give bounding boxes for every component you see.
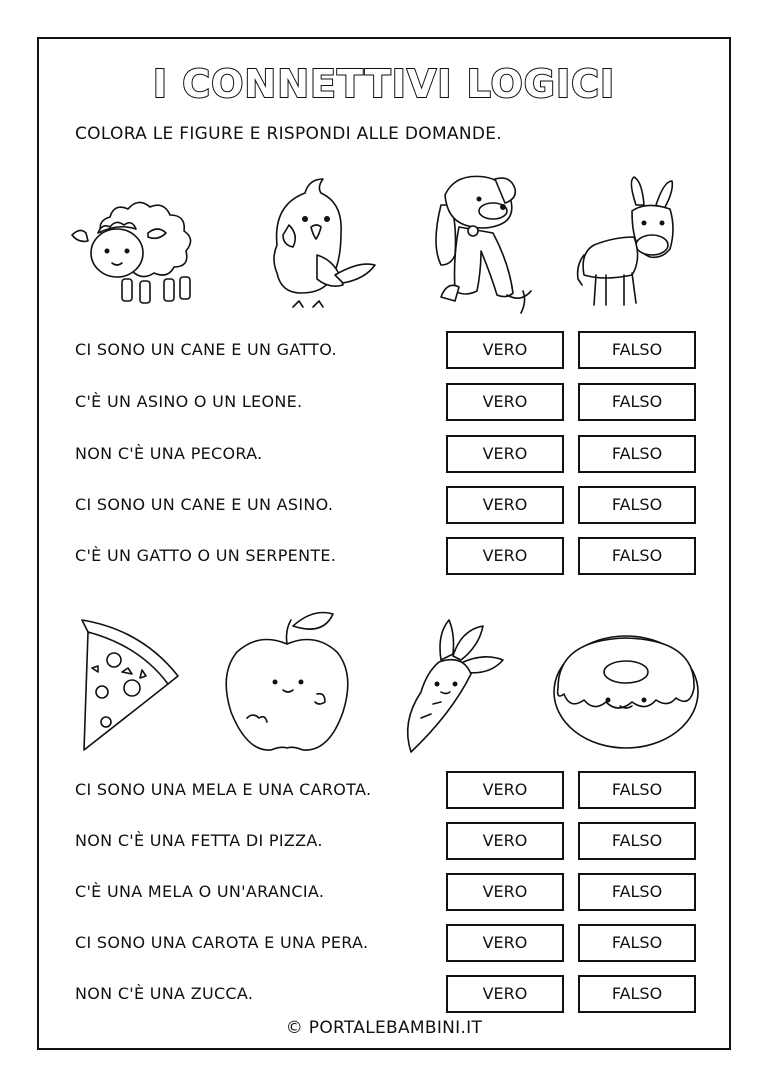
falso-button[interactable]: FALSO xyxy=(578,975,696,1013)
pizza-slice-icon xyxy=(62,608,192,758)
apple-icon xyxy=(217,608,357,758)
question-text: NON C'È UNA FETTA DI PIZZA. xyxy=(75,831,323,850)
donut-icon xyxy=(546,618,706,758)
donkey-icon xyxy=(566,175,706,315)
question-row xyxy=(75,331,697,371)
question-row xyxy=(75,383,697,423)
question-text: NON C'È UNA ZUCCA. xyxy=(75,984,254,1003)
question-text: C'È UNA MELA O UN'ARANCIA. xyxy=(75,882,325,901)
falso-button[interactable]: FALSO xyxy=(578,537,696,575)
question-row xyxy=(75,771,697,811)
question-row xyxy=(75,486,697,526)
food-illustrations xyxy=(50,608,718,758)
animal-illustrations xyxy=(50,165,718,315)
copyright-footer[interactable]: © PORTALEBAMBINI.IT xyxy=(285,1018,483,1038)
question-text: CI SONO UNA CAROTA E UNA PERA. xyxy=(75,933,369,952)
sheep-icon xyxy=(62,175,222,315)
question-text: CI SONO UN CANE E UN GATTO. xyxy=(75,340,337,359)
question-row xyxy=(75,537,697,577)
question-text: CI SONO UNA MELA E UNA CAROTA. xyxy=(75,780,372,799)
falso-button[interactable]: FALSO xyxy=(578,771,696,809)
question-text: CI SONO UN CANE E UN ASINO. xyxy=(75,495,334,514)
falso-button[interactable]: FALSO xyxy=(578,822,696,860)
dog-icon xyxy=(411,165,541,315)
vero-button[interactable]: VERO xyxy=(446,924,564,962)
vero-button[interactable]: VERO xyxy=(446,822,564,860)
vero-button[interactable]: VERO xyxy=(446,486,564,524)
parrot-icon xyxy=(247,175,387,315)
vero-button[interactable]: VERO xyxy=(446,435,564,473)
vero-button[interactable]: VERO xyxy=(446,331,564,369)
carrot-icon xyxy=(381,608,521,758)
falso-button[interactable]: FALSO xyxy=(578,873,696,911)
vero-button[interactable]: VERO xyxy=(446,771,564,809)
question-row xyxy=(75,435,697,475)
vero-button[interactable]: VERO xyxy=(446,975,564,1013)
falso-button[interactable]: FALSO xyxy=(578,383,696,421)
question-row xyxy=(75,873,697,913)
question-text: NON C'È UNA PECORA. xyxy=(75,444,263,463)
question-row xyxy=(75,975,697,1015)
instruction-text: COLORA LE FIGURE E RISPONDI ALLE DOMANDE. xyxy=(75,124,502,144)
question-text: C'È UN ASINO O UN LEONE. xyxy=(75,392,303,411)
falso-button[interactable]: FALSO xyxy=(578,435,696,473)
falso-button[interactable]: FALSO xyxy=(578,924,696,962)
question-row xyxy=(75,924,697,964)
page-title: I CONNETTIVI LOGICI xyxy=(152,62,616,106)
vero-button[interactable]: VERO xyxy=(446,873,564,911)
vero-button[interactable]: VERO xyxy=(446,383,564,421)
falso-button[interactable]: FALSO xyxy=(578,331,696,369)
falso-button[interactable]: FALSO xyxy=(578,486,696,524)
vero-button[interactable]: VERO xyxy=(446,537,564,575)
question-row xyxy=(75,822,697,862)
question-text: C'È UN GATTO O UN SERPENTE. xyxy=(75,546,337,565)
